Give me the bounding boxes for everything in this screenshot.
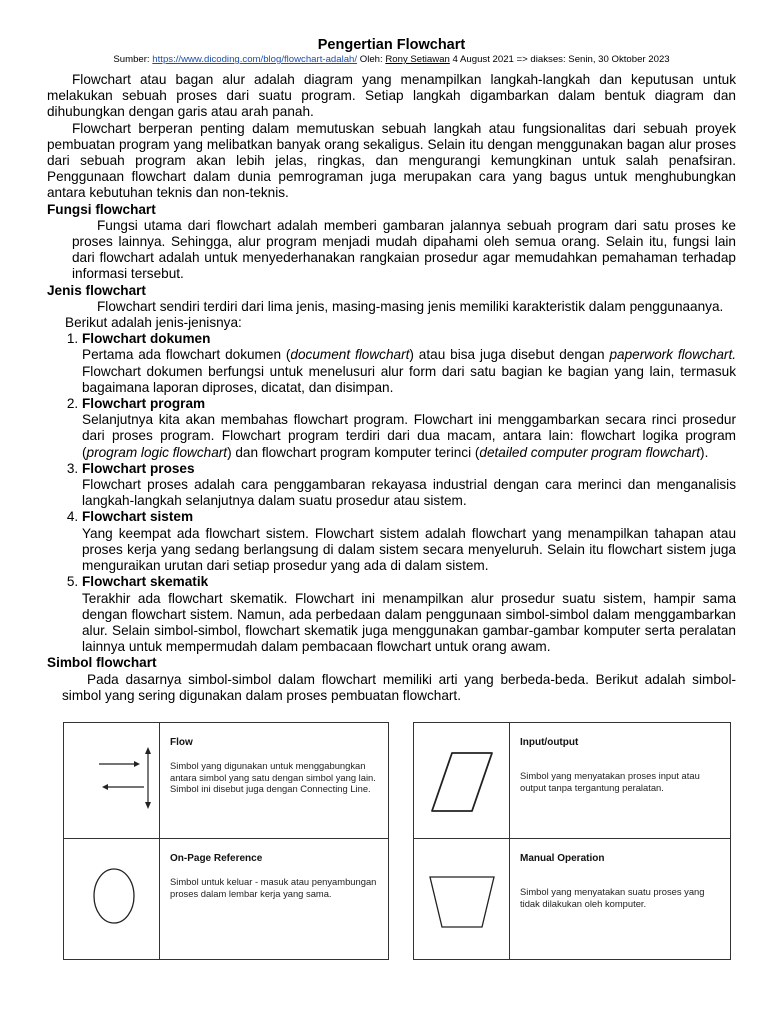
list-item-title: Flowchart proses	[82, 460, 195, 476]
intro-paragraph: Flowchart atau bagan alur adalah diagram yang menampilkan langkah-langkah dan keputusan untuk melakukan sebuah proses dari suatu program. Setiap langkah digambarkan dalam bentuk diagram dan dihubungkan dengan garis atau arah panah.	[47, 72, 736, 120]
simbol-paragraph: Pada dasarnya simbol-simbol dalam flowchart memiliki arti yang berbeda-beda. Berikut adalah simbol-simbol yang sering digunakan dalam proses pembuatan flowchart.	[62, 671, 736, 703]
list-item-title: Flowchart skematik	[82, 574, 209, 590]
flow-arrows-icon	[64, 723, 159, 833]
article-body	[47, 72, 736, 704]
heading-jenis: Jenis flowchart	[47, 282, 146, 298]
jenis-intro-2: Berikut adalah jenis-jenisnya:	[65, 315, 242, 331]
symbol-desc-cell	[160, 839, 389, 960]
list-item-text: Pertama ada flowchart dokumen (	[82, 347, 291, 363]
list-item-italic: detailed computer program flowchart	[479, 444, 701, 460]
list-item-text: Flowchart dokumen berfungsi untuk menelusuri alur form dari satu bagian ke bagian yang lain, termasuk bagaimana laporan diproses, dicatat, dan disimpan.	[82, 363, 736, 395]
list-item-text: Selanjutnya kita akan membahas flowchart program. Flowchart ini menggambarkan secara rinci prosedur dari proses program. Flowchart program terdiri dari dua macam, antara lain: flowchart logika program (	[82, 412, 736, 460]
list-item-text: Terakhir ada flowchart skematik. Flowchart ini menampilkan alur prosedur suatu sistem, hampir sama dengan flowchart sistem. Namun, ada perbedaan dalam penggunaan simbol-simbol dalam menggambarkan alur. Selain simbol-simbol, flowchart skematik juga menggunakan gambar-gambar komputer serta peralatan lainnya untuk mempermudah dalam pembacaan flowchart untuk orang awam.	[82, 590, 736, 655]
list-item	[82, 396, 736, 461]
symbol-image-cell	[64, 723, 160, 839]
symbol-desc-cell	[160, 723, 389, 839]
list-item-italic: program logic flowchart	[86, 444, 228, 460]
list-item	[82, 461, 736, 510]
symbol-title: Flow	[170, 737, 193, 748]
table-row	[414, 723, 731, 839]
list-item-title: Flowchart sistem	[82, 509, 194, 525]
list-item-title: Flowchart dokumen	[82, 331, 211, 347]
symbol-image-cell	[414, 839, 510, 960]
parallelogram-shape-icon	[414, 723, 509, 833]
trapezoid-shape-icon	[414, 839, 509, 954]
heading-simbol: Simbol flowchart	[47, 655, 157, 671]
symbol-description: Simbol yang menyatakan suatu proses yang tidak dilakukan oleh komputer.	[520, 886, 705, 909]
source-link[interactable]: https://www.dicoding.com/blog/flowchart-adalah/	[152, 54, 358, 65]
symbol-title: Input/output	[520, 737, 579, 748]
symbol-desc-cell	[510, 839, 731, 960]
list-item	[82, 331, 736, 396]
table-row	[64, 723, 389, 839]
source-label: Sumber:	[113, 54, 150, 65]
list-item-text: ).	[700, 444, 709, 460]
list-item-text: ) atau bisa juga disebut dengan	[409, 347, 610, 363]
list-item	[82, 509, 736, 574]
symbol-title: On-Page Reference	[170, 853, 263, 864]
list-item-text: ) dan flowchart program komputer terinci (	[227, 444, 480, 460]
symbol-title: Manual Operation	[520, 853, 605, 864]
author-name: Rony Setiawan	[385, 54, 450, 65]
symbol-table-right	[413, 722, 731, 960]
jenis-list	[47, 331, 736, 655]
date-info: 4 August 2021 => diakses: Senin, 30 Oktober 2023	[452, 54, 670, 65]
page-title: Pengertian Flowchart	[317, 37, 466, 53]
symbol-image-cell	[64, 839, 160, 960]
list-item	[82, 574, 736, 655]
symbol-table-left	[63, 722, 389, 960]
fungsi-paragraph: Fungsi utama dari flowchart adalah memberi gambaran jalannya sebuah program dari satu proses ke proses lainnya. Sehingga, alur program menjadi mudah dipahami oleh semua orang. Selain itu, fungsi lain dari flowchart adalah untuk menyederhanakan rangkaian prosedur agar memudahkan pemahaman terhadap informasi tersebut.	[72, 217, 736, 282]
source-line	[47, 54, 736, 66]
intro-paragraph: Flowchart berperan penting dalam memutuskan sebuah langkah atau fungsionalitas dari sebuah proyek pembuatan program yang melibatkan banyak orang sekaligus. Selain itu dengan menggunakan bagan alur proses dari sebuah program akan lebih jelas, ringkas, dan mengurangi kemungkinan untuk salah penafsiran. Penggunaan flowchart dalam dunia pemrograman juga merupakan cara yang bagus untuk menghubungkan antara kebutuhan teknis dan non-teknis.	[47, 120, 736, 201]
list-item-italic: paperwork flowchart.	[609, 347, 737, 363]
symbol-description: Simbol yang digunakan untuk menggabungkan antara simbol yang satu dengan simbol yang lain. Simbol ini disebut juga dengan Connecting Line.	[170, 760, 376, 794]
list-item-text: Yang keempat ada flowchart sistem. Flowchart sistem adalah flowchart yang menampilkan tahapan atau proses kerja yang sedang berlangsung di dalam sistem secara menyeluruh. Selain itu flowchart sistem juga menguraikan urutan dari setiap prosedur yang ada di dalam sistem.	[82, 525, 736, 574]
list-item-title: Flowchart program	[82, 396, 206, 412]
list-item-text: Flowchart proses adalah cara penggambaran rekayasa industrial dengan cara merinci dan menganalisis langkah-langkah selanjutnya dalam suatu prosedur atau sistem.	[82, 477, 736, 509]
jenis-intro: Flowchart sendiri terdiri dari lima jenis, masing-masing jenis memiliki karakteristik dalam penggunaanya.	[97, 298, 724, 314]
heading-fungsi: Fungsi flowchart	[47, 201, 156, 217]
list-item-italic: document flowchart	[290, 347, 410, 363]
by-label: Oleh:	[359, 54, 383, 65]
table-row	[414, 839, 731, 960]
symbol-desc-cell	[510, 723, 731, 839]
symbol-image-cell	[414, 723, 510, 839]
circle-shape-icon	[64, 839, 159, 954]
symbol-description: Simbol untuk keluar - masuk atau penyambungan proses dalam lembar kerja yang sama.	[170, 876, 377, 899]
table-row	[64, 839, 389, 960]
symbol-description: Simbol yang menyatakan proses input atau output tanpa tergantung peralatan.	[520, 770, 700, 793]
